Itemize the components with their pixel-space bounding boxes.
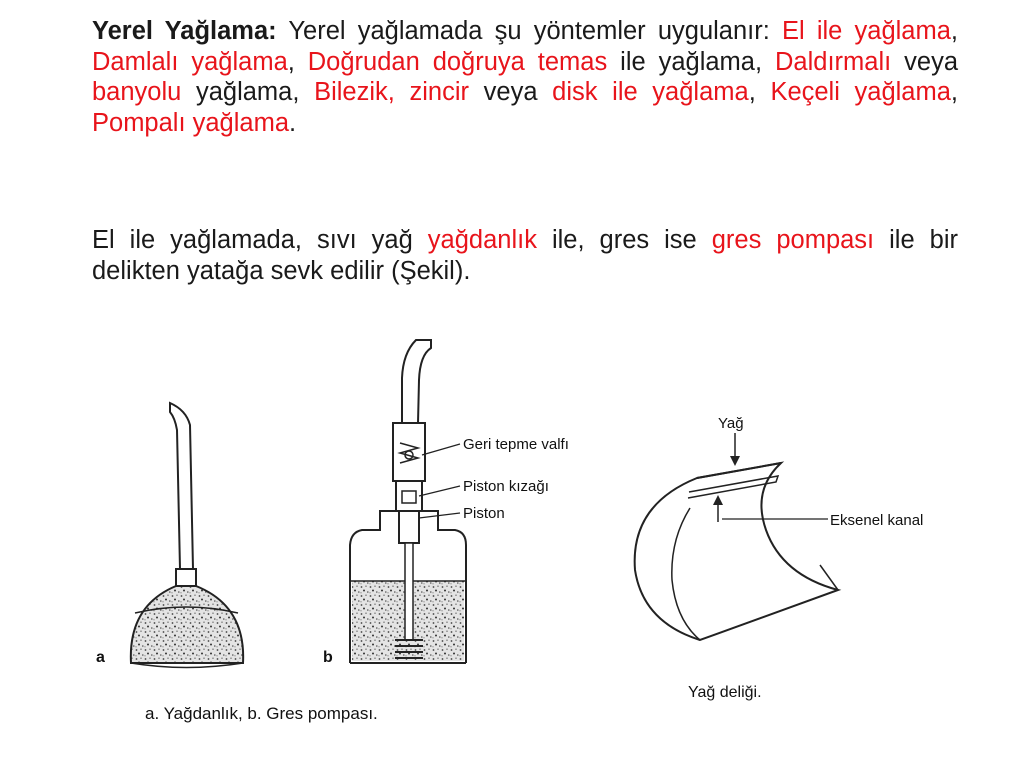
label-b: b (323, 649, 333, 666)
highlight: zincir (409, 78, 470, 106)
highlight: Damlalı yağlama (92, 47, 288, 76)
oil-can-drawing (131, 403, 243, 668)
bearing-caption: Yağ deliği. (688, 684, 762, 701)
pump-label-piston: Piston (463, 505, 505, 522)
highlight: El ile yağlama (782, 17, 951, 45)
text: veya (891, 47, 958, 76)
text: . (289, 108, 297, 137)
text: , (950, 17, 958, 45)
highlight: Keçeli yağlama (770, 78, 951, 106)
text: , (950, 78, 959, 106)
highlight: yağdanlık (427, 226, 537, 254)
text: veya (469, 78, 553, 106)
text: , (287, 47, 308, 76)
text: yağlama, (181, 78, 315, 106)
highlight: Pompalı yağlama (92, 108, 290, 137)
text: ile, gres ise (536, 226, 712, 254)
text: ile bir delikten yatağa sevk edilir (Şekil). (92, 226, 958, 285)
highlight: gres pompası (711, 226, 875, 254)
highlight: disk ile yağlama (552, 78, 749, 106)
text: ile yağlama, (607, 47, 775, 76)
highlight: Doğrudan doğruya temas (307, 47, 608, 76)
highlight: Daldırmalı (775, 47, 892, 76)
highlight: banyolu (92, 78, 182, 106)
text: , (748, 78, 771, 106)
text: Yerel yağlamada şu yöntemler uygulanır: (276, 17, 782, 45)
text: El ile yağlamada, sıvı yağ (92, 226, 428, 254)
pump-label-check-valve: Geri tepme valfı (463, 436, 569, 453)
label-a: a (96, 649, 105, 666)
bearing-label-axial-channel: Eksenel kanal (830, 512, 924, 529)
figure-caption-left: a. Yağdanlık, b. Gres pompası. (145, 704, 378, 723)
bearing-drawing (635, 433, 838, 640)
section-title: Yerel Yağlama: (92, 17, 277, 45)
bearing-label-oil: Yağ (718, 415, 744, 432)
pump-label-piston-slide: Piston kızağı (463, 478, 549, 495)
grease-pump-drawing (350, 340, 466, 663)
highlight: Bilezik, (314, 78, 395, 106)
